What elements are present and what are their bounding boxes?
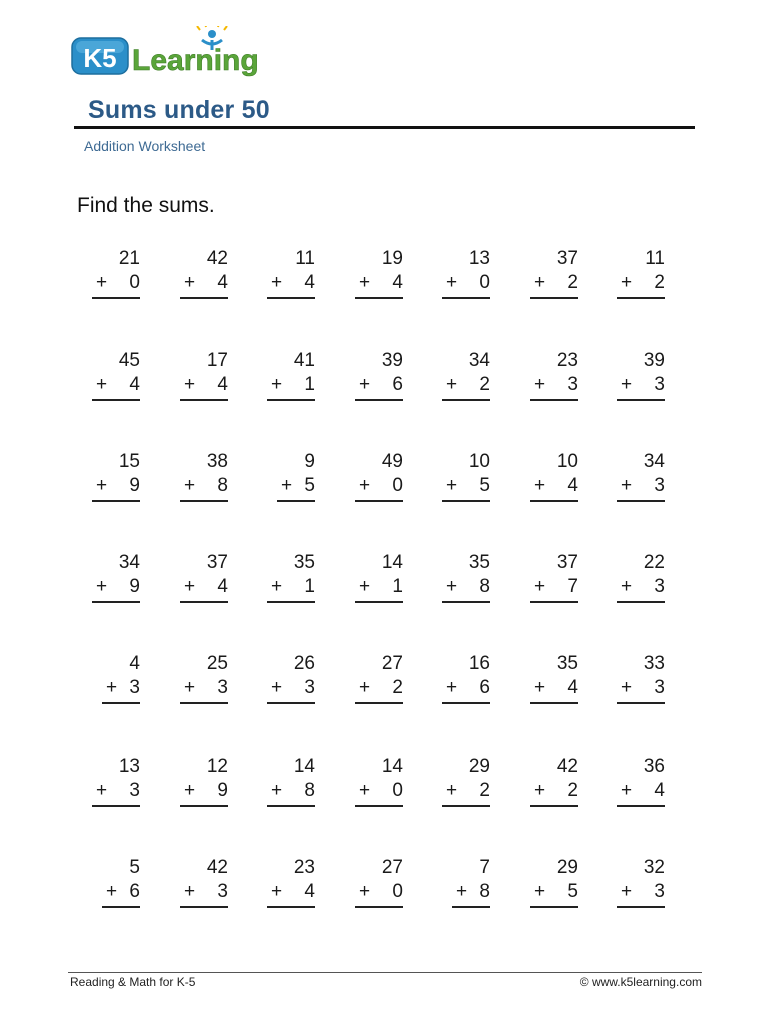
second-addend: 0 <box>129 272 140 293</box>
answer-line <box>355 601 403 603</box>
addition-problem <box>442 552 490 612</box>
addition-problem <box>92 451 140 511</box>
second-addend: 1 <box>304 576 315 597</box>
addition-problem <box>442 451 490 511</box>
footer-copyright: © www.k5learning.com <box>579 975 702 989</box>
answer-line <box>355 500 403 502</box>
first-addend: 14 <box>381 756 403 777</box>
logo-graphic <box>70 26 270 80</box>
plus-sign: + <box>621 475 633 496</box>
second-addend: 2 <box>654 272 665 293</box>
plus-sign: + <box>534 576 546 597</box>
second-addend: 8 <box>479 576 490 597</box>
first-addend: 23 <box>293 857 315 878</box>
first-addend: 16 <box>468 653 490 674</box>
worksheet-title: Sums under 50 <box>88 96 270 124</box>
addition-problem <box>92 552 140 612</box>
addition-problem <box>617 756 665 816</box>
answer-line <box>617 601 665 603</box>
answer-line <box>267 702 315 704</box>
second-addend: 8 <box>217 475 228 496</box>
svg-text:K5: K5 <box>83 43 117 73</box>
second-addend: 4 <box>304 881 315 902</box>
second-addend: 5 <box>304 475 315 496</box>
first-addend: 15 <box>118 451 140 472</box>
answer-line <box>442 805 490 807</box>
answer-line <box>617 297 665 299</box>
second-addend: 3 <box>567 374 578 395</box>
addition-problem <box>530 653 578 713</box>
first-addend: 35 <box>556 653 578 674</box>
plus-sign: + <box>534 374 546 395</box>
plus-sign: + <box>271 881 283 902</box>
answer-line <box>452 906 490 908</box>
answer-line <box>92 500 140 502</box>
answer-line <box>530 297 578 299</box>
answer-line <box>267 297 315 299</box>
answer-line <box>267 805 315 807</box>
answer-line <box>442 399 490 401</box>
answer-line <box>180 702 228 704</box>
first-addend: 42 <box>556 756 578 777</box>
addition-problem <box>530 857 578 917</box>
second-addend: 4 <box>567 677 578 698</box>
second-addend: 2 <box>479 374 490 395</box>
answer-line <box>530 601 578 603</box>
addition-problem <box>442 756 490 816</box>
second-addend: 3 <box>654 576 665 597</box>
first-addend: 37 <box>556 552 578 573</box>
first-addend: 32 <box>643 857 665 878</box>
plus-sign: + <box>534 780 546 801</box>
addition-problem <box>355 653 403 713</box>
answer-line <box>530 805 578 807</box>
plus-sign: + <box>281 475 293 496</box>
addition-problem <box>180 552 228 612</box>
second-addend: 0 <box>392 475 403 496</box>
first-addend: 10 <box>556 451 578 472</box>
addition-problem <box>92 653 140 713</box>
plus-sign: + <box>621 780 633 801</box>
second-addend: 3 <box>304 677 315 698</box>
answer-line <box>180 399 228 401</box>
addition-problem <box>617 552 665 612</box>
second-addend: 5 <box>479 475 490 496</box>
plus-sign: + <box>96 780 108 801</box>
first-addend: 34 <box>118 552 140 573</box>
addition-problem <box>355 756 403 816</box>
addition-problem <box>355 350 403 410</box>
first-addend: 42 <box>206 248 228 269</box>
second-addend: 6 <box>129 881 140 902</box>
answer-line <box>442 702 490 704</box>
second-addend: 4 <box>654 780 665 801</box>
plus-sign: + <box>271 780 283 801</box>
addition-problem <box>530 552 578 612</box>
plus-sign: + <box>621 272 633 293</box>
addition-problem <box>267 857 315 917</box>
addition-problem <box>530 248 578 308</box>
first-addend: 11 <box>645 248 665 269</box>
plus-sign: + <box>621 881 633 902</box>
first-addend: 34 <box>468 350 490 371</box>
first-addend: 27 <box>381 653 403 674</box>
first-addend: 49 <box>381 451 403 472</box>
answer-line <box>102 702 140 704</box>
answer-line <box>617 399 665 401</box>
addition-problem <box>617 857 665 917</box>
plus-sign: + <box>271 374 283 395</box>
answer-line <box>92 601 140 603</box>
first-addend: 25 <box>206 653 228 674</box>
answer-line <box>530 702 578 704</box>
second-addend: 3 <box>129 780 140 801</box>
plus-sign: + <box>184 475 196 496</box>
second-addend: 2 <box>567 780 578 801</box>
addition-problem <box>442 248 490 308</box>
first-addend: 5 <box>129 857 140 878</box>
plus-sign: + <box>456 881 468 902</box>
first-addend: 36 <box>643 756 665 777</box>
addition-problem <box>180 653 228 713</box>
addition-problem <box>530 451 578 511</box>
plus-sign: + <box>359 881 371 902</box>
second-addend: 4 <box>217 272 228 293</box>
answer-line <box>355 297 403 299</box>
answer-line <box>355 399 403 401</box>
plus-sign: + <box>359 272 371 293</box>
second-addend: 3 <box>654 881 665 902</box>
svg-text:Learning: Learning <box>132 44 259 77</box>
addition-problem <box>442 857 490 917</box>
second-addend: 3 <box>217 677 228 698</box>
first-addend: 39 <box>381 350 403 371</box>
plus-sign: + <box>621 576 633 597</box>
second-addend: 0 <box>392 780 403 801</box>
first-addend: 12 <box>206 756 228 777</box>
addition-problem <box>92 756 140 816</box>
addition-problem <box>267 350 315 410</box>
second-addend: 4 <box>304 272 315 293</box>
addition-problem <box>442 653 490 713</box>
first-addend: 35 <box>293 552 315 573</box>
first-addend: 34 <box>643 451 665 472</box>
second-addend: 3 <box>129 677 140 698</box>
addition-problem <box>530 350 578 410</box>
plus-sign: + <box>446 576 458 597</box>
second-addend: 3 <box>654 677 665 698</box>
second-addend: 8 <box>479 881 490 902</box>
first-addend: 4 <box>129 653 140 674</box>
first-addend: 33 <box>643 653 665 674</box>
plus-sign: + <box>184 272 196 293</box>
first-addend: 13 <box>468 248 490 269</box>
first-addend: 22 <box>643 552 665 573</box>
second-addend: 1 <box>304 374 315 395</box>
addition-problem <box>355 248 403 308</box>
first-addend: 21 <box>118 248 140 269</box>
second-addend: 4 <box>567 475 578 496</box>
addition-problem <box>180 248 228 308</box>
first-addend: 23 <box>556 350 578 371</box>
answer-line <box>617 500 665 502</box>
addition-problem <box>355 552 403 612</box>
plus-sign: + <box>271 576 283 597</box>
first-addend: 29 <box>556 857 578 878</box>
second-addend: 2 <box>392 677 403 698</box>
answer-line <box>267 906 315 908</box>
first-addend: 14 <box>381 552 403 573</box>
plus-sign: + <box>621 677 633 698</box>
first-addend: 27 <box>381 857 403 878</box>
second-addend: 1 <box>392 576 403 597</box>
first-addend: 26 <box>293 653 315 674</box>
answer-line <box>180 906 228 908</box>
addition-problem <box>617 350 665 410</box>
second-addend: 9 <box>217 780 228 801</box>
answer-line <box>530 906 578 908</box>
plus-sign: + <box>446 374 458 395</box>
plus-sign: + <box>534 881 546 902</box>
answer-line <box>617 805 665 807</box>
addition-problem <box>267 552 315 612</box>
second-addend: 3 <box>217 881 228 902</box>
addition-problem <box>617 451 665 511</box>
first-addend: 19 <box>381 248 403 269</box>
footer-tagline: Reading & Math for K-5 <box>70 975 196 989</box>
addition-problem <box>180 857 228 917</box>
second-addend: 7 <box>567 576 578 597</box>
plus-sign: + <box>359 780 371 801</box>
plus-sign: + <box>359 677 371 698</box>
answer-line <box>617 906 665 908</box>
plus-sign: + <box>96 272 108 293</box>
second-addend: 9 <box>129 576 140 597</box>
plus-sign: + <box>271 272 283 293</box>
second-addend: 4 <box>129 374 140 395</box>
plus-sign: + <box>621 374 633 395</box>
first-addend: 7 <box>479 857 490 878</box>
answer-line <box>355 805 403 807</box>
answer-line <box>442 500 490 502</box>
second-addend: 4 <box>392 272 403 293</box>
second-addend: 9 <box>129 475 140 496</box>
answer-line <box>530 500 578 502</box>
answer-line <box>92 297 140 299</box>
plus-sign: + <box>271 677 283 698</box>
plus-sign: + <box>184 374 196 395</box>
second-addend: 2 <box>479 780 490 801</box>
plus-sign: + <box>446 780 458 801</box>
answer-line <box>617 702 665 704</box>
plus-sign: + <box>106 881 118 902</box>
first-addend: 37 <box>206 552 228 573</box>
second-addend: 8 <box>304 780 315 801</box>
first-addend: 37 <box>556 248 578 269</box>
title-divider <box>74 126 695 129</box>
addition-problem <box>267 451 315 511</box>
plus-sign: + <box>534 677 546 698</box>
first-addend: 41 <box>293 350 315 371</box>
first-addend: 42 <box>206 857 228 878</box>
addition-problem <box>180 756 228 816</box>
plus-sign: + <box>184 780 196 801</box>
first-addend: 13 <box>118 756 140 777</box>
answer-line <box>442 297 490 299</box>
plus-sign: + <box>359 475 371 496</box>
first-addend: 9 <box>304 451 315 472</box>
addition-problem <box>180 350 228 410</box>
plus-sign: + <box>446 272 458 293</box>
plus-sign: + <box>446 677 458 698</box>
answer-line <box>530 399 578 401</box>
plus-sign: + <box>359 576 371 597</box>
second-addend: 6 <box>479 677 490 698</box>
answer-line <box>277 500 315 502</box>
addition-problem <box>355 451 403 511</box>
second-addend: 2 <box>567 272 578 293</box>
first-addend: 35 <box>468 552 490 573</box>
answer-line <box>92 805 140 807</box>
plus-sign: + <box>184 881 196 902</box>
plus-sign: + <box>534 272 546 293</box>
plus-sign: + <box>184 576 196 597</box>
k5-learning-logo <box>70 26 270 80</box>
plus-sign: + <box>359 374 371 395</box>
first-addend: 17 <box>206 350 228 371</box>
first-addend: 14 <box>293 756 315 777</box>
answer-line <box>180 601 228 603</box>
addition-problem <box>92 350 140 410</box>
answer-line <box>180 805 228 807</box>
second-addend: 5 <box>567 881 578 902</box>
first-addend: 45 <box>118 350 140 371</box>
addition-problem <box>617 653 665 713</box>
second-addend: 4 <box>217 374 228 395</box>
plus-sign: + <box>96 475 108 496</box>
second-addend: 0 <box>479 272 490 293</box>
first-addend: 11 <box>295 248 315 269</box>
plus-sign: + <box>106 677 118 698</box>
answer-line <box>355 702 403 704</box>
worksheet-subtitle: Addition Worksheet <box>84 138 206 154</box>
footer-divider <box>68 972 702 973</box>
answer-line <box>180 500 228 502</box>
plus-sign: + <box>96 576 108 597</box>
addition-problem <box>267 653 315 713</box>
answer-line <box>102 906 140 908</box>
plus-sign: + <box>96 374 108 395</box>
first-addend: 39 <box>643 350 665 371</box>
second-addend: 3 <box>654 374 665 395</box>
answer-line <box>267 399 315 401</box>
second-addend: 6 <box>392 374 403 395</box>
addition-problem <box>92 248 140 308</box>
answer-line <box>355 906 403 908</box>
first-addend: 29 <box>468 756 490 777</box>
plus-sign: + <box>534 475 546 496</box>
addition-problem <box>92 857 140 917</box>
plus-sign: + <box>184 677 196 698</box>
addition-problem <box>267 248 315 308</box>
second-addend: 3 <box>654 475 665 496</box>
answer-line <box>442 601 490 603</box>
addition-problem <box>530 756 578 816</box>
addition-problem <box>442 350 490 410</box>
second-addend: 0 <box>392 881 403 902</box>
first-addend: 10 <box>468 451 490 472</box>
answer-line <box>267 601 315 603</box>
first-addend: 38 <box>206 451 228 472</box>
answer-line <box>180 297 228 299</box>
addition-problem <box>355 857 403 917</box>
addition-problem <box>617 248 665 308</box>
instructions: Find the sums. <box>77 194 215 217</box>
second-addend: 4 <box>217 576 228 597</box>
plus-sign: + <box>446 475 458 496</box>
addition-problem <box>267 756 315 816</box>
answer-line <box>92 399 140 401</box>
addition-problem <box>180 451 228 511</box>
